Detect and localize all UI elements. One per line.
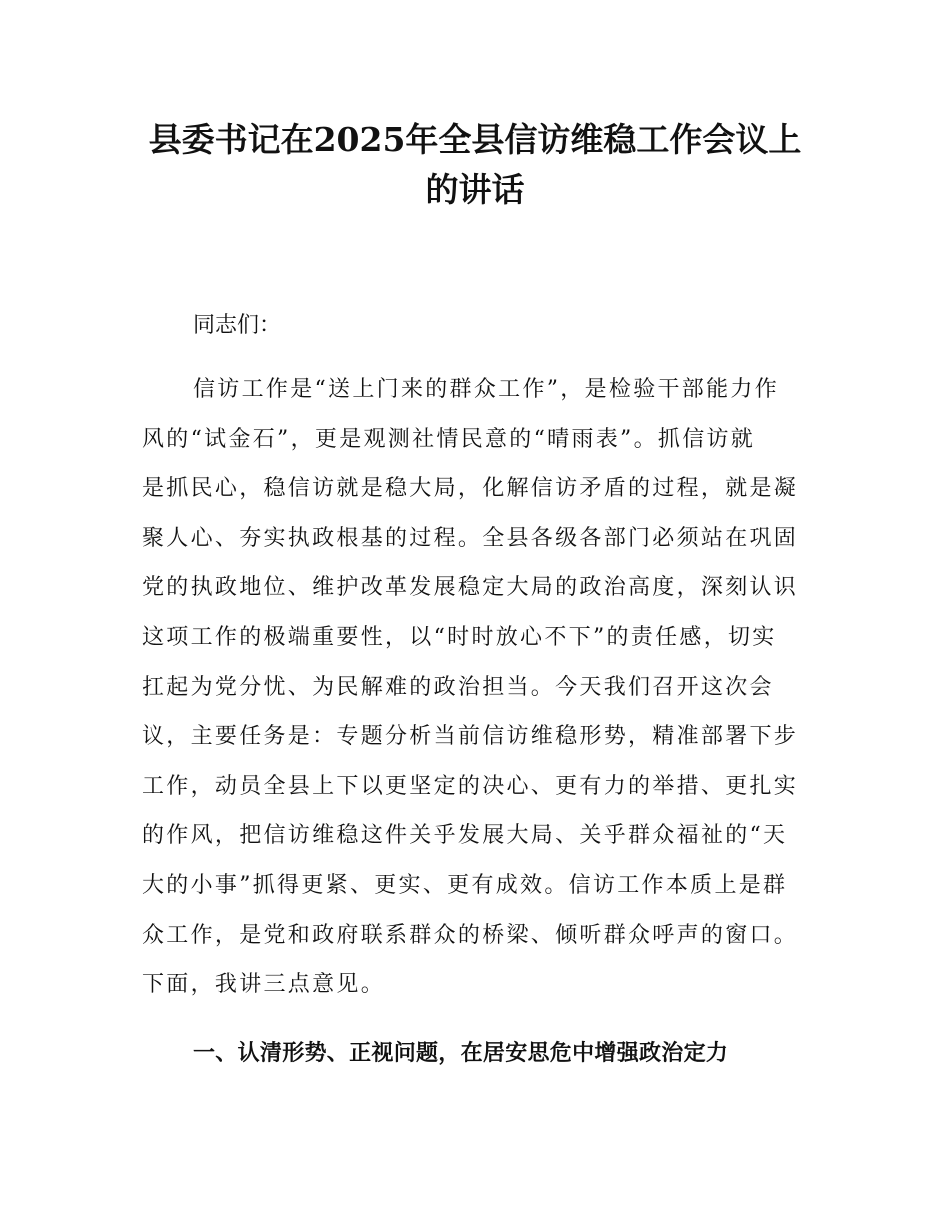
paragraph-line: 议，主要任务是：专题分析当前信访维稳形势，精准部署下步 (142, 724, 799, 750)
salutation: 同志们： (193, 313, 282, 338)
section-heading: 一、认清形势、正视问题，在居安思危中增强政治定力 (193, 1041, 729, 1066)
paragraph-line: 扛起为党分忧、为民解难的政治担当。今天我们召开这次会 (142, 674, 774, 700)
paragraph-line: 党的执政地位、维护改革发展稳定大局的政治高度，深刻认识 (142, 575, 799, 601)
title-line: 县委书记在2025年全县信访维稳工作会议上 (148, 120, 802, 159)
paragraph-line: 大的小事”抓得更紧、更实、更有成效。信访工作本质上是群 (142, 872, 788, 898)
paragraph-line: 这项工作的极端重要性，以“时时放心不下”的责任感，切实 (142, 624, 777, 650)
paragraph-line: 众工作，是党和政府联系群众的桥梁、倾听群众呼声的窗口。 (142, 922, 799, 948)
document-title (110, 115, 840, 215)
paragraph-line: 聚人心、夯实执政根基的过程。全县各级各部门必须站在巩固 (142, 525, 799, 551)
paragraph-line: 信访工作是“送上门来的群众工作”，是检验干部能力作 (193, 377, 779, 402)
paragraph-line: 的作风，把信访维稳这件关乎发展大局、关乎群众福祉的“天 (142, 823, 788, 849)
paragraph-line: 风的“试金石”，更是观测社情民意的“晴雨表”。抓信访就 (142, 426, 756, 452)
intro-paragraph (142, 365, 822, 1010)
paragraph-line: 是抓民心，稳信访就是稳大局，化解信访矛盾的过程，就是凝 (142, 476, 799, 502)
paragraph-line: 工作，动员全县上下以更坚定的决心、更有力的举措、更扎实 (142, 773, 799, 799)
title-line: 的讲话 (425, 170, 525, 209)
paragraph-line: 下面，我讲三点意见。 (142, 972, 386, 998)
